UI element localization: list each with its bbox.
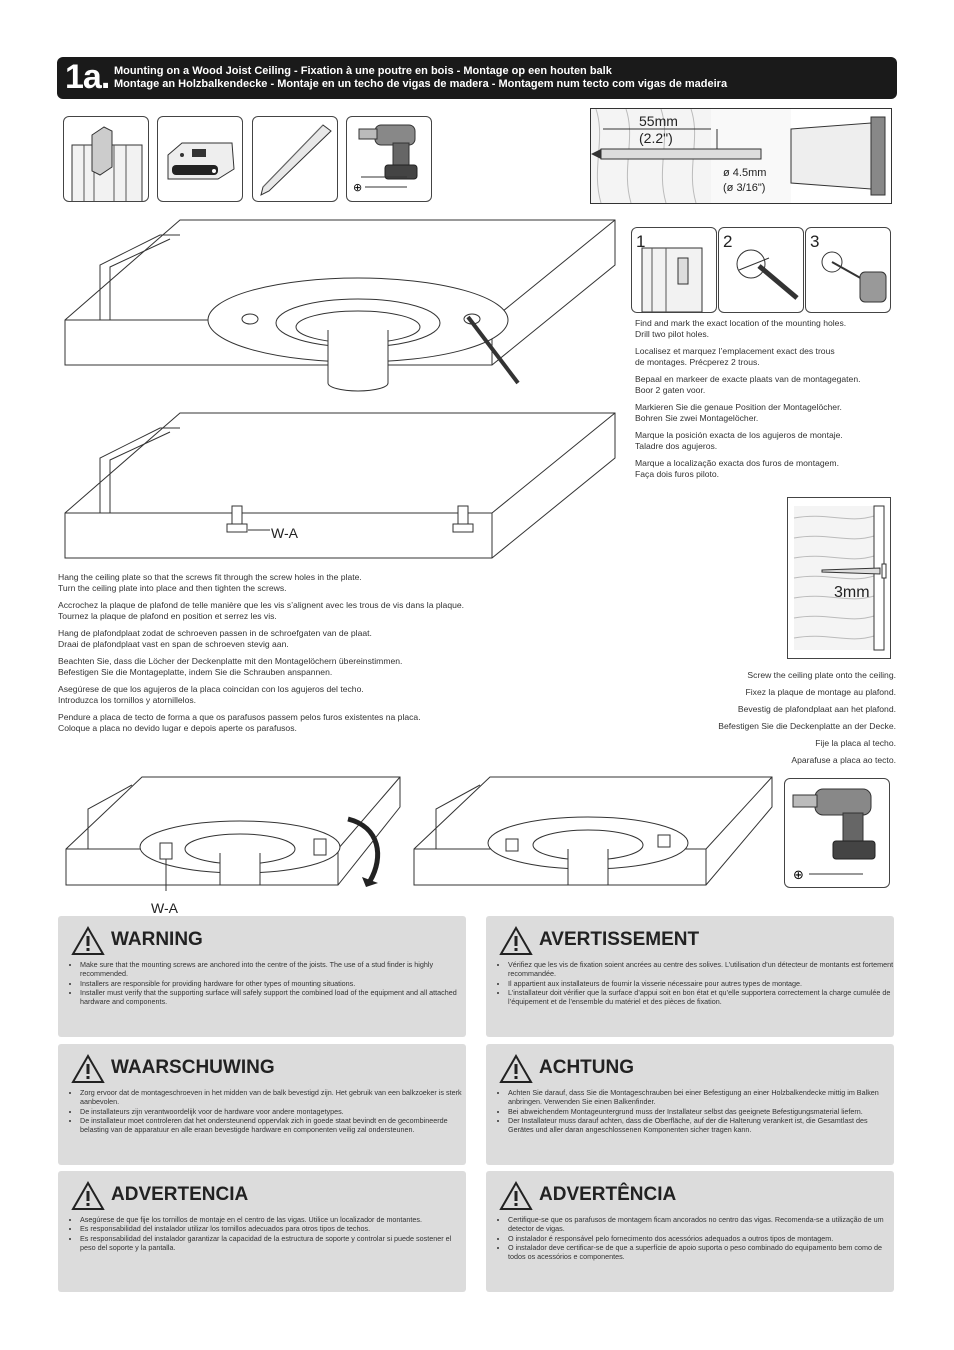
stud-finder-icon xyxy=(63,116,149,202)
step-title-line2: Montage an Holzbalkendecke - Montaje en un techo de vigas de madera - Montagem num tecto com vigas de madeira xyxy=(114,78,728,90)
ceiling-plate-fixed-illustration xyxy=(410,773,774,893)
warning-title: ADVERTENCIA xyxy=(111,1184,249,1205)
step-3-number: 3 xyxy=(810,232,820,251)
screw-instruction-en: Screw the ceiling plate onto the ceiling. xyxy=(747,670,896,680)
step-2-number: 2 xyxy=(723,232,733,251)
screw-instruction-fr: Fixez la plaque de montage au plafond. xyxy=(745,687,896,697)
warning-icon xyxy=(499,1054,533,1084)
warning-icon xyxy=(71,1054,105,1084)
ceiling-plate-marking-illustration xyxy=(60,215,620,395)
warning-box-fr xyxy=(486,916,894,1037)
screw-instruction-es: Fije la placa al techo. xyxy=(815,738,896,748)
warning-title: AVERTISSEMENT xyxy=(539,929,700,950)
screw-gap-label: 3mm xyxy=(834,584,870,601)
screw-instruction-pt: Aparafuse a placa ao tecto. xyxy=(791,755,896,765)
warning-box-es xyxy=(58,1171,466,1292)
warning-box-nl xyxy=(58,1044,466,1165)
hang-instructions: Hang the ceiling plate so that the screws fit through the screw holes in the plate. Turn the ceiling plate into place and then tighten the screws. Accrochez la plaque de plafond de telle manière que les vis s’alignent avec les trous de vis dans la plaque. Tournez la plaque de plafond en position et serrez les vis. Hang de plafondplaat zodat de schroeven passen in de schroefgaten van de plaat. Draai de plafondplaat vast en span de schroeven stevig aan. Beachten Sie, dass die Löcher der Deckenplatte mit den Montagelöchern übereinstimmen. Befestigen Sie die Montageplatte, indem Sie die Schrauben anspannen. Asegúrese de que los agujeros de la placa coincidan con los agujeros del techo. Introduzca los tornillos y atornillelos. Pendure a placa de tecto de forma a que os parafusos passem pelos furos existentes na placa. Coloque a placa no devido lugar e depois aperte os parafusos. xyxy=(58,572,465,733)
warning-box-de xyxy=(486,1044,894,1165)
step-number: 1a. xyxy=(65,58,110,96)
warning-icon xyxy=(499,1181,533,1211)
wa-label-lower: W-A xyxy=(151,900,178,916)
warning-icon xyxy=(71,1181,105,1211)
step-1-number: 1 xyxy=(636,232,646,251)
warning-box-en xyxy=(58,916,466,1037)
drill-icon xyxy=(346,116,432,202)
screw-instruction-nl: Bevestig de plafondplaat aan het plafond. xyxy=(737,704,896,714)
warning-list: • Zorg ervoor dat de montageschroeven in het midden van de balk bevestigd zijn. Het gebruik van een balkzoeker is sterk aanbevolen. • De installateurs zijn verantwoordelijk voor de hardware voor andere montagetypes. • De installateur moet controleren dat het ondersteunend oppervlak zich in goede staat bevindt en de gecombineerde belasting van de apparatuur en alle eraan bevestigde hardware en componenten veilig zal ondersteunen. xyxy=(70,1088,466,1134)
svg-text:⊕: ⊕ xyxy=(353,181,363,194)
step-header xyxy=(57,57,897,99)
pencil-icon xyxy=(252,116,338,202)
step-1-panel xyxy=(631,227,717,313)
warning-list: • Vérifiez que les vis de fixation soient ancrées au centre des solives. L’utilisation d’un détecteur de montants est fortement recommandée. • Il appartient aux installateurs de fournir la visserie nécessaire pour autres types de montage. • L’installateur doit vérifier que la surface d’appui soit en bon état et qu’elle supportera correctement la charge cumulée de l’équipement et de l’ensemble du matériel et des pièces de fixation. xyxy=(498,960,894,1006)
warning-title: WAARSCHUWING xyxy=(111,1057,275,1078)
warning-list: • Make sure that the mounting screws are anchored into the centre of the joists. The use of a stud finder is highly recommended. • Installers are responsible for providing hardware for other types of mounting situations. • Installer must verify that the supporting surface will safely support the combined load of the equipment and all attached hardware and components. xyxy=(70,960,466,1006)
step-3-panel xyxy=(805,227,891,313)
spirit-level-icon xyxy=(157,116,243,202)
wa-label-upper: W-A xyxy=(271,525,298,541)
warning-icon xyxy=(71,926,105,956)
diameter-mm-label: ø 4.5mm xyxy=(723,167,767,179)
diameter-inch-label: (ø 3/16") xyxy=(723,182,766,194)
warning-list: • Asegúrese de que fije los tornillos de montaje en el centro de las vigas. Utilice un localizador de montantes. • Es responsabilidad del instalador utilizar los tornillos adecuados para otros tipos de techos. • Es responsabilidad del instalador garantizar la capacidad de la estructura de soporte y controlar si puede sostener el peso del soporte y la pantalla. xyxy=(70,1215,466,1252)
screw-instruction-de: Befestigen Sie die Deckenplatte an der Decke. xyxy=(718,721,896,731)
warning-box-pt xyxy=(486,1171,894,1292)
step-title-line1: Mounting on a Wood Joist Ceiling - Fixation à une poutre en bois - Montage op een houten balk xyxy=(114,65,612,77)
warning-title: WARNING xyxy=(111,929,203,950)
warning-title: ACHTUNG xyxy=(539,1057,634,1078)
screw-gap-diagram xyxy=(787,497,891,659)
drill-screw-icon xyxy=(784,778,890,888)
warning-icon xyxy=(499,926,533,956)
step-2-panel xyxy=(718,227,804,313)
svg-text:⊕: ⊕ xyxy=(793,868,804,883)
ceiling-screws-illustration xyxy=(60,408,620,568)
mark-instructions: Find and mark the exact location of the mounting holes. Drill two pilot holes. Localisez et marquez l’emplacement exact des trous de montages. Précperez 2 trous. Bepaal en markeer de exacte plaats van de montagegaten. Boor 2 gaten voor. Markieren Sie die genaue Position der Montagelöcher. Bohren Sie zwei Montagelöcher. Marque la posición exacta de los agujeros de montaje. Taladre dos agujeros. Marque a localização exacta dos furos de montagem. Faça dois furos piloto. xyxy=(635,318,861,479)
warning-title: ADVERTÊNCIA xyxy=(539,1184,677,1205)
warning-list: • Certifique-se que os parafusos de montagem ficam ancorados no centro das vigas. Recomenda-se a utilização de um detector de vigas. • O instalador é responsável pelo fornecimento dos acessórios adequados a outros tipos de montagem. • O instalador deve certificar-se de que a superfície de apoio suporta o peso combinado do equipamento bem como de todos os acessórios e componentes. xyxy=(498,1215,894,1261)
depth-inch-label: (2.2") xyxy=(639,130,673,146)
ceiling-plate-turning-illustration xyxy=(62,773,402,893)
drill-depth-diagram xyxy=(590,108,892,204)
warning-list: • Achten Sie darauf, dass Sie die Montageschrauben bei einer Befestigung an einer Holzbalkendecke mittig im Balken anbringen. Verwenden Sie einen Balkenfinder. • Bei abweichendem Montageuntergrund muss der Installateur selbst das geeignete Befestigungsmaterial liefern. • Der Installateur muss darauf achten, dass die Oberfläche, auf der die Halterung verankert ist, die Gesamtlast des Gerätes und aller daran angeschlossenen Komponenten sicher tragen kann. xyxy=(498,1088,894,1134)
depth-mm-label: 55mm xyxy=(639,113,678,129)
